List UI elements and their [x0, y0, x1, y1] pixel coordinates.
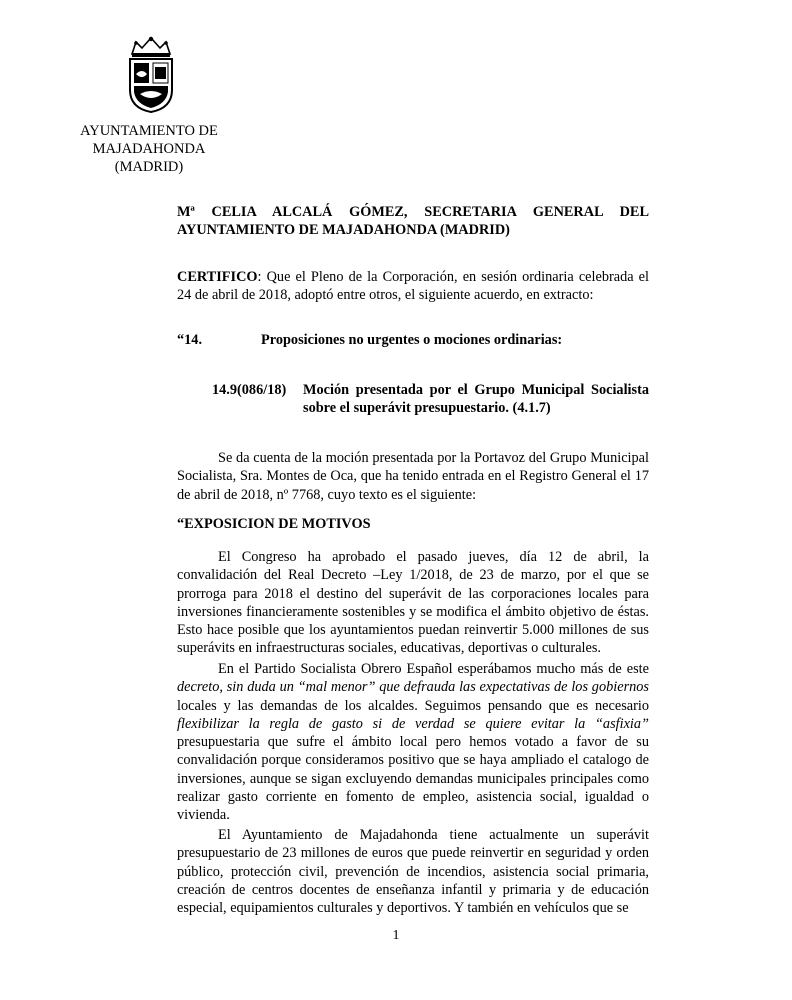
exposicion-heading: “EXPOSICION DE MOTIVOS	[177, 516, 371, 532]
certifico-text: : Que el Pleno de la Corporación, en sesión ordinaria celebrada el 24 de abril de 2018, adoptó entre otros, el siguiente acuerdo, en extracto:	[177, 269, 649, 304]
paragraph-2-text-c: presupuestaria que sufre el ámbito local pero hemos votado a favor de su convalidación porque consideramos positivo que se haya ampliado el catalogo de inversiones, aunque se sigan excluyendo demandas municipales principales como realizar gasto corriente en fomento de empleo, asistencia social, igualdad o vivienda.	[177, 734, 649, 824]
body-paragraph-3: El Ayuntamiento de Majadahonda tiene actualmente un superávit presupuestario de 23 millones de euros que puede reinvertir en seguridad y orden público, protección civil, prevención de incendios, asistencia social primaria, creación de centros docentes de enseñanza infantil y primaria y de educación especial, equipamientos culturales y deportivos. Y también en vehículos que se	[177, 827, 649, 917]
page-number: 1	[392, 928, 400, 943]
paragraph-2-text-b: locales y las demandas de los alcaldes. Seguimos pensando que es necesario	[177, 697, 649, 714]
org-line: MAJADAHONDA	[92, 141, 206, 157]
organization-header	[60, 122, 238, 176]
section-number: “14.	[177, 332, 203, 348]
motion-title: Moción presentada por el Grupo Municipal Socialista sobre el superávit presupuestario. (4.1.7)	[303, 382, 649, 417]
certifico-paragraph	[177, 268, 649, 305]
body-paragraph-2	[177, 660, 649, 825]
coat-of-arms-icon	[122, 34, 180, 114]
org-line: (MADRID)	[114, 159, 184, 175]
intro-paragraph: Se da cuenta de la moción presentada por la Portavoz del Grupo Municipal Socialista, Sra. Montes de Oca, que ha tenido entrada en el Registro General el 17 de abril de 2018, nº 7768, cuyo texto es el siguiente:	[177, 450, 649, 503]
paragraph-2-italic-b: flexibilizar la regla de gasto si de verdad se quiere evitar la “asfixia”	[177, 715, 649, 732]
section-title: Proposiciones no urgentes o mociones ordinarias:	[261, 332, 563, 348]
certifico-label: CERTIFICO	[177, 269, 258, 285]
motion-code: 14.9(086/18)	[212, 382, 287, 398]
paragraph-2-italic-a: decreto, sin duda un “mal menor” que defrauda las expectativas de los gobiernos	[177, 679, 649, 696]
secretary-title: Mª CELIA ALCALÁ GÓMEZ, SECRETARIA GENERAL DEL AYUNTAMIENTO DE MAJADAHONDA (MADRID)	[177, 204, 649, 239]
paragraph-2-text-a: En el Partido Socialista Obrero Español esperábamos mucho más de este	[218, 661, 649, 677]
org-line: AYUNTAMIENTO DE	[80, 123, 218, 139]
body-paragraph-1: El Congreso ha aprobado el pasado jueves, día 12 de abril, la convalidación del Real Decreto –Ley 1/2018, de 23 de marzo, por el que se prorroga para 2018 el destino del superávit de las corporaciones locales para inversiones financieramente sostenibles y se modifica el ámbito objetivo de éstas. Esto hace posible que los ayuntamientos puedan reinvertir 5.000 millones de sus superávits en infraestructuras sociales, educativas, deportivas o culturales.	[177, 549, 649, 657]
